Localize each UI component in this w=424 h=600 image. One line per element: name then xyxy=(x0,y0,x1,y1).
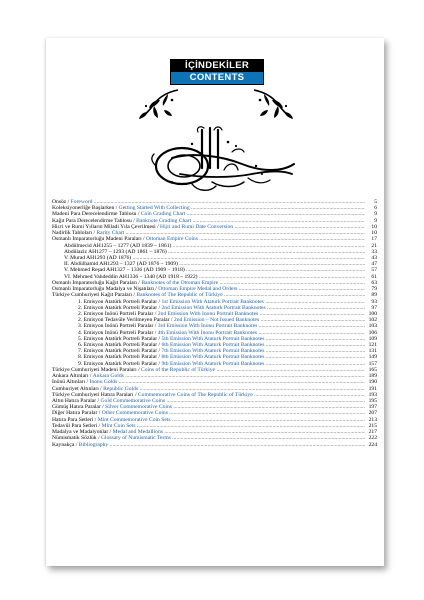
toc-entry-turkish: Osmanlı İmparatorluğu Madalya ve Nişanları xyxy=(52,286,154,293)
toc-entry-english: Ottoman Empire Medal and Orders xyxy=(158,286,238,293)
toc-entry-label: 4. Emisyon İnönü Portreli Paralar / 4th Emission With Inonu Portrait Banknotes ..... xyxy=(78,330,365,336)
toc-entry-page: 193 xyxy=(368,391,377,398)
toc-entry-english: Coin Grading Chart xyxy=(140,211,186,218)
toc-entry-page: 47 xyxy=(371,261,377,268)
toc-entry-turkish: 8. Emisyon Atatürk Portreli Paralar xyxy=(78,354,158,361)
toc-entry-page: 149 xyxy=(368,354,377,361)
toc-entry-turkish: Abdülaziz AH1277 – 1293 (AD 1861 – 1876) xyxy=(64,248,167,255)
toc-entry-page: 102 xyxy=(368,317,377,324)
toc-entry-page: 9 xyxy=(374,211,377,218)
toc-entry-turkish: Nümismatik Sözlük xyxy=(52,435,97,442)
toc-entry-page: 207 xyxy=(368,410,377,417)
toc-entry-english: Silver Commemorative Coins xyxy=(105,404,172,411)
toc-entry-turkish: 4. Emisyon İnönü Portreli Paralar xyxy=(78,329,154,336)
toc-entry-turkish: VI. Mehmed Vahdeddin AH1336 – 1340 (AD 1918 – 1922) xyxy=(64,273,198,280)
toc-entry-english: Banknote Grading Chart xyxy=(136,217,192,224)
toc-entry-label: 7. Emisyon Atatürk Portreli Paralar / 7th Emission With Ataturk Portrait Banknotes ..... xyxy=(78,348,365,354)
toc-entry-page: 9 xyxy=(374,217,377,224)
toc-entry-page: 106 xyxy=(368,329,377,336)
toc-entry-turkish: Cumhuriyet Altınları xyxy=(52,385,99,392)
toc-entry-english: 1st Emission With Ataturk Portrait Banknotes xyxy=(161,298,264,305)
toc-entry-english: 8th Emission With Ataturk Portrait Banknotes xyxy=(161,354,265,361)
title-english: CONTENTS xyxy=(171,72,263,84)
toc-entry-turkish: II. Abdülhamid AH1293 – 1327 (AD 1876 – 1909) xyxy=(64,261,178,268)
right-flourish-icon xyxy=(252,88,294,122)
toc-entry-turkish: 5. Emisyon Atatürk Portreli Paralar xyxy=(78,335,158,342)
toc-entry-turkish: Önsöz xyxy=(52,199,67,205)
document-page xyxy=(46,38,384,566)
toc-entry-label: 2. Emisyon Tedavüle Verilmeyen Paralar / 2nd Emission – Not Issued Banknotes ..... xyxy=(78,317,365,323)
toc-entry-label: Ankara Altınları / Ankara Golds ..... xyxy=(52,373,365,379)
toc-entry-english: Commemorative Coins of The Republic of Türkiye xyxy=(137,391,253,398)
toc-entry-label: Kaynakça / Bibliography ..... xyxy=(52,442,365,448)
toc-entry-english: Banknotes of The Republic of Türkiye xyxy=(136,292,223,299)
toc-entry-page: 93 xyxy=(371,298,377,305)
toc-entry-page: 191 xyxy=(368,385,377,392)
toc-entry-page: 79 xyxy=(371,286,377,293)
toc-entry-label: Madeni Para Derecelendirme Tablosu / Coin Grading Chart ..... xyxy=(52,211,365,217)
toc-entry-label: 8. Emisyon Atatürk Portreli Paralar / 8th Emission With Ataturk Portrait Banknotes ..... xyxy=(78,354,365,360)
toc-entry-turkish: Tedavül Para Setleri xyxy=(52,422,98,429)
toc-entry-turkish: 2. Emisyon İnönü Portreli Paralar xyxy=(78,310,154,317)
left-flourish-icon xyxy=(138,88,180,122)
toc-entry-label: 6. Emisyon Atatürk Portreli Paralar / 6th Emission With Ataturk Portrait Banknotes ..... xyxy=(78,342,365,348)
toc-entry-page: 63 xyxy=(371,279,377,286)
toc-entry-page: 43 xyxy=(371,254,377,261)
toc-entry-label: Önsöz / Foreword ..... xyxy=(52,199,365,205)
toc-entry-turkish: Madalya ve Madalyonlar xyxy=(52,429,109,436)
toc-entry-page: 5 xyxy=(374,199,377,205)
toc-entry-label: Türkiye Cumhuriyeti Hatıra Paraları / Commemorative Coins of The Republic of Türkiye ..... xyxy=(52,392,365,398)
toc-entry-label: Nümismatik Sözlük / Glossary of Numismatic Terms ..... xyxy=(52,435,365,441)
toc-entry-english: Coins of the Republic of Türkiye xyxy=(141,366,216,373)
toc-entry-turkish: 1. Emisyon Atatürk Portreli Paralar xyxy=(78,298,158,305)
toc-entry-turkish: V. Murad AH1293 (AD 1876) xyxy=(64,254,132,261)
toc-entry-page: 215 xyxy=(368,422,377,429)
toc-entry-english: 3rd Emission With Inonu Portrait Banknotes xyxy=(157,323,258,330)
toc-entry-turkish: 3. Emisyon İnönü Portreli Paralar xyxy=(78,323,154,330)
toc-entry-label: Diğer Hatıra Paralar / Other Commemorative Coins ..... xyxy=(52,410,365,416)
toc-entry-english: Inonu Golds xyxy=(89,379,118,386)
toc-entry-label: Cumhuriyet Altınları / Republic Golds ..... xyxy=(52,386,365,392)
toc-entry-label: Gümüş Hatıra Paralar / Silver Commemorative Coins ..... xyxy=(52,404,365,410)
toc-entry-turkish: Osmanlı İmparatorluğu Kağıt Paraları xyxy=(52,279,137,286)
toc-entry-turkish: Hatıra Para Setleri xyxy=(52,416,94,423)
toc-entry-page: 165 xyxy=(368,366,377,373)
toc-entry-turkish: İnönü Altınları xyxy=(52,379,86,386)
toc-entry-turkish: Abdülmecid AH1255 – 1277 (AD 1839 – 1861) xyxy=(64,242,172,249)
toc-entry-page: 17 xyxy=(371,236,377,243)
toc-entry-english: Getting Started With Collecting xyxy=(118,205,190,212)
toc-entry-label: 5. Emisyon Atatürk Portreli Paralar / 5th Emission With Ataturk Portrait Banknotes ..... xyxy=(78,336,365,342)
toc-entry-turkish: Koleksiyonerliğe Başlarken xyxy=(52,205,115,212)
toc-entry-page: 131 xyxy=(368,348,377,355)
toc-entry-label: 1. Emisyon Atatürk Portreli Paralar / 1st Emission With Ataturk Portrait Banknotes ..... xyxy=(78,299,365,305)
toc-entry-label: Osmanlı İmparatorluğu Madeni Paraları / Ottoman Empire Coins ..... xyxy=(52,236,365,242)
toc-entry-page: 89 xyxy=(371,292,377,299)
toc-entry-page: 157 xyxy=(368,360,377,367)
toc-entry-label: Osmanlı İmparatorluğu Kağıt Paraları / Banknotes of the Ottoman Empire ..... xyxy=(52,280,365,286)
toc-entry-turkish: 9. Emisyon Atatürk Portreli Paralar xyxy=(78,360,158,367)
toc-entry-turkish: Türkiye Cumhuriyeti Madeni Paraları xyxy=(52,366,137,373)
toc-entry-turkish: V. Mehmed Reşad AH1327 – 1336 (AD 1909 – 1918) xyxy=(64,267,185,274)
toc-entry-turkish: Kaynakça xyxy=(52,441,75,448)
toc-entry-label: Osmanlı İmparatorluğu Madalya ve Nişanları / Ottoman Empire Medal and Orders ..... xyxy=(52,286,365,292)
toc-entry-page: 10 xyxy=(371,223,377,230)
toc-entry-turkish: 2. Emisyon Atatürk Portreli Paralar xyxy=(78,304,158,311)
toc-entry-english: Bibliography xyxy=(78,441,109,448)
title-banner xyxy=(170,59,264,85)
toc-entry-page: 10 xyxy=(371,230,377,237)
toc-entry-turkish: Gümüş Hatıra Paralar xyxy=(52,404,101,411)
toc-entry-page: 121 xyxy=(368,342,377,349)
toc-entry-english: Ankara Golds xyxy=(92,373,124,380)
toc-entry-page: 97 xyxy=(371,304,377,311)
toc-entry-english: Gold Commemorative Coins xyxy=(100,398,166,404)
toc-entry-label: Türkiye Cumhuriyeti Madeni Paraları / Coins of the Republic of Türkiye ..... xyxy=(52,367,365,373)
toc-entry-english: 6th Emission With Ataturk Portrait Banknotes xyxy=(161,342,265,349)
toc-entry-turkish: Altın Hatıra Paralar xyxy=(52,398,97,404)
toc-entry-label: Türkiye Cumhuriyeti Kağıt Paraları / Banknotes of The Republic of Türkiye ..... xyxy=(52,292,365,298)
toc-entry-turkish: Kağıt Para Derecelendirme Tablosu xyxy=(52,217,132,224)
toc-entry-turkish: Türkiye Cumhuriyeti Kağıt Paraları xyxy=(52,292,133,299)
toc-entry-english: Mint Commemorative Coin Sets xyxy=(97,416,171,423)
toc-entry-label: 2. Emisyon İnönü Portreli Paralar / 2nd Emission With Inonu Portrait Banknotes ..... xyxy=(78,311,365,317)
toc-entry-label: Tedavül Para Setleri / Mint Coin Sets ..... xyxy=(52,423,365,429)
toc-entry-page: 189 xyxy=(368,373,377,380)
toc-entry-page: 21 xyxy=(371,242,377,249)
toc-entry-page: 57 xyxy=(371,267,377,274)
toc-entry-page: 6 xyxy=(374,205,377,212)
toc-entry-turkish: Madeni Para Derecelendirme Tablosu xyxy=(52,211,137,218)
tughra-calligraphy-icon xyxy=(132,122,298,196)
toc-entry-english: 4th Emission With Inonu Portrait Banknotes xyxy=(157,329,257,336)
toc-entry-label: Koleksiyonerliğe Başlarken / Getting Started With Collecting ..... xyxy=(52,205,365,211)
toc-entry-english: Banknotes of the Ottoman Empire xyxy=(141,279,219,286)
toc-entry-page: 100 xyxy=(368,310,377,317)
toc-entry-label: Hatıra Para Setleri / Mint Commemorative Coin Sets ..... xyxy=(52,417,365,423)
toc-entry-label: Hicri ve Rumi Yılların Miladi Yıla Çevrilmesi / Hijri and Rumi Date Conversion ..... xyxy=(52,224,365,230)
toc-entry-english: Rarity Chart xyxy=(96,230,125,237)
toc-entry-turkish: Diğer Hatıra Paralar xyxy=(52,410,98,417)
toc-entry-label: Altın Hatıra Paralar / Gold Commemorative Coins ..... xyxy=(52,398,365,404)
toc-entry-english: Hijri and Rumi Date Conversion xyxy=(160,223,234,230)
toc-entry-turkish: Osmanlı İmparatorluğu Madeni Paraları xyxy=(52,236,142,243)
toc-entry-english: Ottoman Empire Coins xyxy=(146,236,198,243)
toc-entry-english: 5th Emission With Ataturk Portrait Banknotes xyxy=(161,335,265,342)
toc-entry-english: Mint Coin Sets xyxy=(101,422,136,429)
toc-entry-turkish: Ankara Altınları xyxy=(52,373,89,380)
title-turkish: İÇİNDEKİLER xyxy=(171,60,263,72)
toc-entry-english: 9th Emission With Ataturk Portrait Banknotes xyxy=(161,360,265,367)
toc-entry-english: 2nd Emission With Ataturk Portrait Banknotes xyxy=(161,304,266,311)
toc-entry-label: Madalya ve Madalyonlar / Medal and Medallions ..... xyxy=(52,429,365,435)
toc-entry-page: 61 xyxy=(371,273,377,280)
toc-entry-english: Medal and Medallions xyxy=(112,429,163,436)
toc-entry-label: 9. Emisyon Atatürk Portreli Paralar / 9th Emission With Ataturk Portrait Banknotes ..... xyxy=(78,361,365,367)
toc-entry-turkish: 2. Emisyon Tedavüle Verilmeyen Paralar xyxy=(78,317,170,324)
toc-entry-label: İnönü Altınları / Inonu Golds ..... xyxy=(52,379,365,385)
toc-entry-english: Glossary of Numismatic Terms xyxy=(100,435,171,442)
toc-entry-page: 222 xyxy=(368,435,377,442)
toc-entry-english: 2nd Emission – Not Issued Banknotes xyxy=(173,317,260,324)
toc-entry-turkish: 7. Emisyon Atatürk Portreli Paralar xyxy=(78,348,158,355)
toc-entry-page: 103 xyxy=(368,323,377,330)
toc-entry-label: Kağıt Para Derecelendirme Tablosu / Banknote Grading Chart ..... xyxy=(52,218,365,224)
toc-entry-english: 7th Emission With Ataturk Portrait Banknotes xyxy=(161,348,265,355)
toc-entry-page: 197 xyxy=(368,404,377,411)
toc-entry-label: 3. Emisyon İnönü Portreli Paralar / 3rd Emission With Inonu Portrait Banknotes ..... xyxy=(78,323,365,329)
toc-entry-page: 33 xyxy=(371,248,377,255)
toc-entry-page: 217 xyxy=(368,429,377,436)
table-of-contents xyxy=(52,199,377,448)
toc-entry-page: 213 xyxy=(368,416,377,423)
toc-entry-turkish: Türkiye Cumhuriyeti Hatıra Paraları xyxy=(52,391,134,398)
toc-entry-page: 109 xyxy=(368,335,377,342)
toc-entry-english: Other Commemorative Coins xyxy=(101,410,168,417)
toc-entry-page: 224 xyxy=(368,441,377,448)
toc-entry-english: 2nd Emission With Inonu Portrait Banknotes xyxy=(157,310,259,317)
toc-entry-english: Foreword xyxy=(70,199,93,205)
toc-entry-turkish: Hicri ve Rumi Yılların Miladi Yıla Çevrilmesi xyxy=(52,223,156,230)
toc-entry-turkish: 6. Emisyon Atatürk Portreli Paralar xyxy=(78,342,158,349)
toc-entry-page: 190 xyxy=(368,379,377,386)
toc-entry-label: Nadirlik Tabloları / Rarity Chart ..... xyxy=(52,230,365,236)
toc-entry-page: 195 xyxy=(368,398,377,404)
toc-entry-label: 2. Emisyon Atatürk Portreli Paralar / 2nd Emission With Ataturk Portrait Banknotes ..... xyxy=(78,305,365,311)
toc-entry-turkish: Nadirlik Tabloları xyxy=(52,230,93,237)
toc-entry-english: Republic Golds xyxy=(103,385,139,392)
toc-entry[interactable] xyxy=(52,442,377,448)
